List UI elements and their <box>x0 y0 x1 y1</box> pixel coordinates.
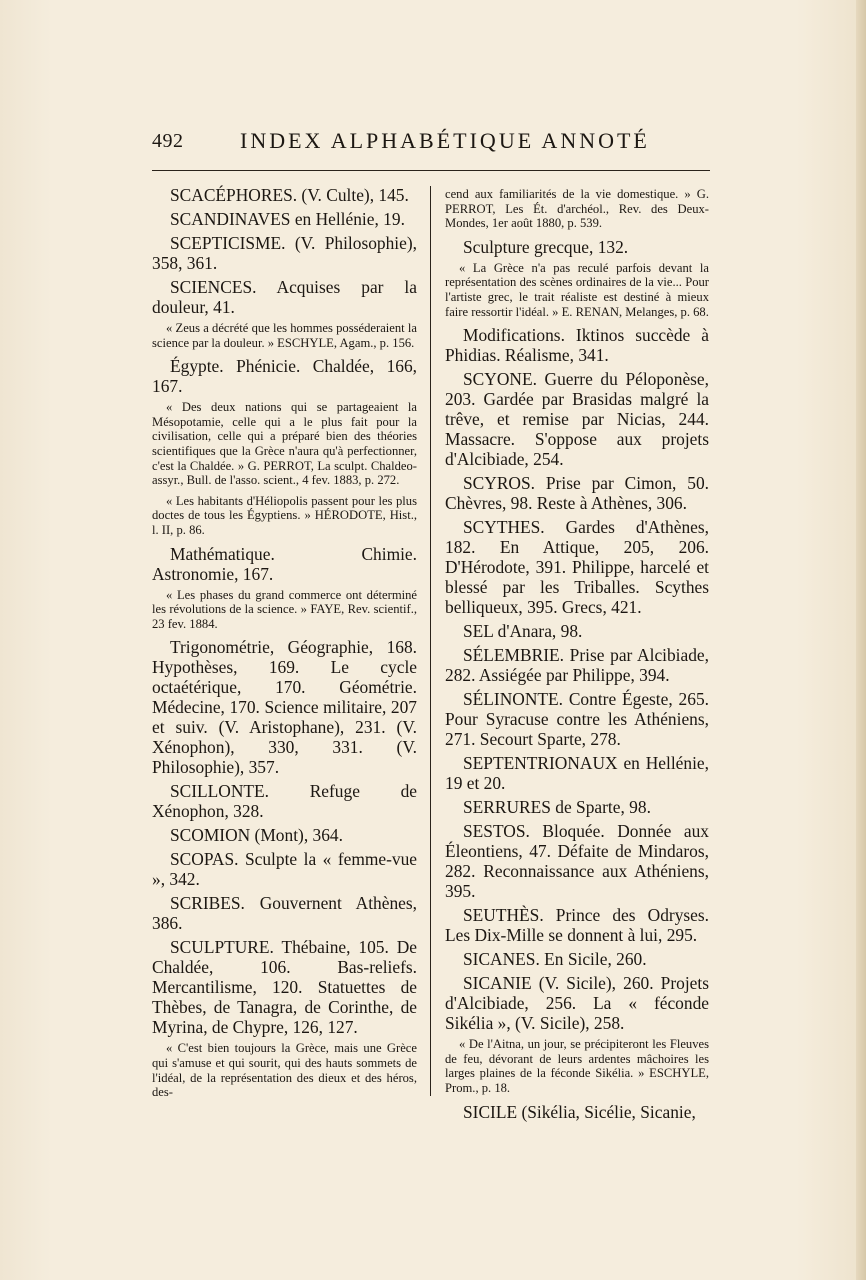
sub-entry: Sculpture grecque, 132. <box>463 236 629 257</box>
quotation: « La Grèce n'a pas reculé parfois devant la représentation des scènes ordinaires de la vie... Pour l'artiste grec, le trait réaliste est destiné à mieux faire ressortir l'idéal. » E. RENAN, Melanges, p. 68. <box>445 260 709 319</box>
sub-entry: Modifications. Iktinos succède à Phidias. Réalisme, 341. <box>445 325 709 366</box>
index-entry: SEL d'Anara, 98. <box>463 621 583 642</box>
index-entry: SCIENCES. Acquises par la douleur, 41. <box>152 277 417 317</box>
index-entry: SCULPTURE. Thébaine, 105. De Chaldée, 106. Bas-reliefs. Mercantilisme, 120. Statuettes de Thèbes, de Tanagra, de Corinthe, de Myrina, de Chypre, 126, 127. <box>152 937 417 1038</box>
quotation: « C'est bien toujours la Grèce, mais une Grèce qui s'amuse et qui sourit, qui des hauts sommets de l'idéal, de la représentation des dieux et des héros, des- <box>152 1041 417 1100</box>
index-entry: SCYROS. Prise par Cimon, 50. Chèvres, 98. Reste à Athènes, 306. <box>445 473 709 514</box>
page-number: 492 <box>152 130 184 152</box>
index-entry: SICILE (Sikélia, Sicélie, Sicanie, <box>463 1101 696 1122</box>
quotation: « De l'Aitna, un jour, se précipiteront les Fleuves de feu, dévorant de leurs ardentes mâchoires les larges plaines de la féconde Sikélia. » ESCHYLE, Prom., p. 18. <box>445 1037 709 1095</box>
index-entry: SCILLONTE. Refuge de Xénophon, 328. <box>152 781 417 822</box>
index-entry: SCOPAS. Sculpte la « femme-vue », 342. <box>152 849 417 890</box>
page-header <box>152 128 712 160</box>
running-title: INDEX ALPHABÉTIQUE ANNOTÉ <box>240 128 650 153</box>
index-entry: SESTOS. Bloquée. Donnée aux Éleontiens, 47. Défaite de Mindaros, 282. Reconnaissance aux Athéniens, 395. <box>445 821 709 902</box>
quotation: « Des deux nations qui se partageaient la Mésopotamie, celle qui a le plus fait pour la civilisation, celle qui a préparé bien des théories scientifiques que la Grèce n'aura qu'à perfectionner, c'est la Chaldée. » G. PERROT, La sculpt. Chaldeo-assyr., Bull. de l'asso. scient., 4 fev. 1883, p. 272. <box>152 400 417 488</box>
sub-entry: Égypte. Phénicie. Chaldée, 166, 167. <box>152 356 417 397</box>
quotation: « Zeus a décrété que les hommes posséderaient la science par la douleur. » ESCHYLE, Agam., p. 156. <box>152 321 417 350</box>
index-entry: SCRIBES. Gouvernent Athènes, 386. <box>152 893 417 934</box>
sub-entry: Trigonométrie, Géographie, 168. Hypothèses, 169. Le cycle octaétérique, 170. Géométrie. Médecine, 170. Science militaire, 207 et suiv. (V. Aristophane), 231. (V. Xénophon), 330, 331. (V. Philosophie), 357. <box>152 637 417 778</box>
sub-entry: Mathématique. Chimie. Astronomie, 167. <box>152 543 417 584</box>
index-entry: SERRURES de Sparte, 98. <box>463 797 651 818</box>
index-entry: SEPTENTRIONAUX en Hellénie, 19 et 20. <box>445 753 709 794</box>
right-column <box>445 185 709 1126</box>
page-edge <box>856 0 866 1280</box>
quotation: cend aux familiarités de la vie domestique. » G. PERROT, Les Ét. d'archéol., Rev. des Deux-Mondes, 1er août 1880, p. 539. <box>445 187 709 231</box>
quotation: « Les phases du grand commerce ont déterminé les révolutions de la science. » FAYE, Rev. scientif., 23 fev. 1884. <box>152 587 417 631</box>
index-entry: SEUTHÈS. Prince des Odryses. Les Dix-Mille se donnent à lui, 295. <box>445 905 709 946</box>
index-entry: SCACÉPHORES. (V. Culte), 145. <box>170 185 409 205</box>
left-column <box>152 185 417 1106</box>
index-entry: SCEPTICISME. (V. Philosophie), 358, 361. <box>152 233 417 273</box>
index-entry: SCANDINAVES en Hellénie, 19. <box>170 209 405 229</box>
quotation: « Les habitants d'Héliopolis passent pour les plus doctes de tous les Égyptiens. » HÉRODOTE, Hist., l. II, p. 86. <box>152 493 417 537</box>
header-rule <box>152 170 710 171</box>
index-entry: SCYTHES. Gardes d'Athènes, 182. En Attique, 205, 206. D'Hérodote, 391. Philippe, harcelé et blessé par les Triballes. Scythes belliqueux, 395. Grecs, 421. <box>445 517 709 618</box>
index-entry: SICANIE (V. Sicile), 260. Projets d'Alcibiade, 256. La « féconde Sikélia », (V. Sicile), 258. <box>445 973 709 1034</box>
index-entry: SÉLEMBRIE. Prise par Alcibiade, 282. Assiégée par Philippe, 394. <box>445 645 709 686</box>
index-entry: SICANES. En Sicile, 260. <box>463 949 647 970</box>
index-entry: SCOMION (Mont), 364. <box>170 825 343 846</box>
column-divider <box>430 186 431 1096</box>
index-entry: SÉLINONTE. Contre Égeste, 265. Pour Syracuse contre les Athéniens, 271. Secourt Sparte, 278. <box>445 689 709 750</box>
index-entry: SCYONE. Guerre du Péloponèse, 203. Gardée par Brasidas malgré la trêve, et remise par Nicias, 244. Massacre. S'oppose aux projets d'Alcibiade, 254. <box>445 369 709 470</box>
